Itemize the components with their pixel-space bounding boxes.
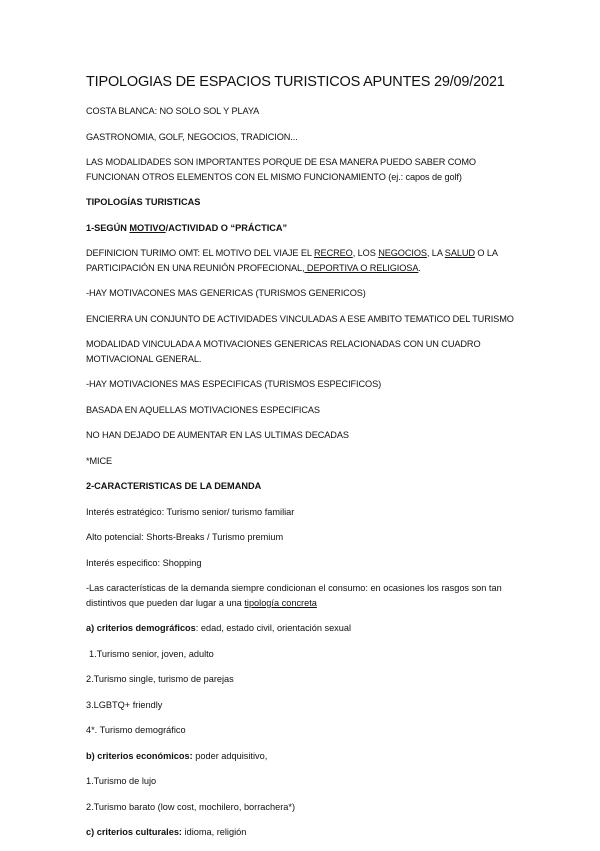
paragraph-criterios-demograficos <box>86 621 516 636</box>
paragraph-motivaciones-genericas: -HAY MOTIVACONES MAS GENERICAS (TURISMOS GENERICOS) <box>86 288 366 298</box>
criteria-label: b) criterios económicos: <box>86 750 193 761</box>
paragraph-criterios-culturales <box>86 825 516 840</box>
list-item: 2.Turismo barato (low cost, mochilero, borrachera*) <box>86 801 296 812</box>
underlined-motivo: MOTIVO <box>129 222 166 233</box>
criteria-label: c) criterios culturales: <box>86 827 182 837</box>
list-item: 2.Turismo single, turismo de parejas <box>86 674 234 684</box>
paragraph-definicion-omt <box>86 246 516 275</box>
paragraph-motivaciones-especificas: -HAY MOTIVACIONES MAS ESPECIFICAS (TURISMOS ESPECIFICOS) <box>86 379 382 389</box>
paragraph-modalidades: LAS MODALIDADES SON IMPORTANTES PORQUE DE ESA MANERA PUEDO SABER COMO FUNCIONAN OTROS ELEMENTOS CON EL MISMO FUNCIONAMIENTO (ej.: capos de golf) <box>86 157 476 182</box>
underlined-recreo: RECREO <box>314 248 353 258</box>
paragraph-interes-especifico: Interés especifico: Shopping <box>86 557 202 568</box>
heading-part: /ACTIVIDAD O “PRÁCTICA” <box>165 222 288 233</box>
list-item: 4*. Turismo demográfico <box>86 725 186 735</box>
text-run: DEFINICION TURIMO OMT: EL MOTIVO DEL VIAJE EL <box>86 248 315 258</box>
heading-caracteristicas-demanda: 2-CARACTERISTICAS DE LA DEMANDA <box>86 481 262 491</box>
criteria-label: a) criterios demográficos <box>86 623 196 633</box>
criteria-text: idioma, religión <box>182 827 247 837</box>
text-run: -Las características de la demanda siempre condicionan el consumo: en ocasiones los rasgos son tan distintivos que pueden dar lugar a una <box>86 583 502 608</box>
paragraph-mice: *MICE <box>86 455 113 466</box>
heading-segun-motivo <box>86 221 516 236</box>
list-item: 3.LGBTQ+ friendly <box>86 699 163 710</box>
paragraph-encierra: ENCIERRA UN CONJUNTO DE ACTIVIDADES VINCULADAS A ESE AMBITO TEMATICO DEL TURISMO <box>86 313 514 324</box>
paragraph-costa-blanca: COSTA BLANCA: NO SOLO SOL Y PLAYA <box>86 106 260 116</box>
text-run: O LA PARTICIPACIÓN EN UNA REUNIÓN PROFECIONAL <box>86 248 498 273</box>
paragraph-caracteristicas-demanda <box>86 581 516 610</box>
text-run: . <box>418 262 421 273</box>
criteria-text: : edad, estado civil, orientación sexual <box>195 623 352 633</box>
paragraph-criterios-economicos <box>86 749 516 764</box>
heading-tipologias: TIPOLOGÍAS TURISTICAS <box>86 197 201 207</box>
paragraph-alto-potencial: Alto potencial: Shorts-Breaks / Turismo premium <box>86 532 284 542</box>
document-title: TIPOLOGIAS DE ESPACIOS TURISTICOS APUNTES 29/09/2021 <box>86 74 505 90</box>
document-content <box>86 74 516 851</box>
list-item: 1.Turismo senior, joven, adulto <box>89 648 214 659</box>
criteria-text: poder adquisitivo, <box>192 750 268 761</box>
paragraph-gastronomia: GASTRONOMIA, GOLF, NEGOCIOS, TRADICION... <box>86 131 298 142</box>
paragraph-no-han-dejado: NO HAN DEJADO DE AUMENTAR EN LAS ULTIMAS DECADAS <box>86 430 349 440</box>
underlined-tipologia-concreta: tipología concreta <box>244 597 317 608</box>
underlined-negocios: NEGOCIOS <box>378 248 427 258</box>
paragraph-basada: BASADA EN AQUELLAS MOTIVACIONES ESPECIFICAS <box>86 404 320 415</box>
underlined-deportiva: , DEPORTIVA O RELIGIOSA <box>302 262 419 273</box>
paragraph-modalidad-vinculada: MODALIDAD VINCULADA A MOTIVACIONES GENERICAS RELACIONADAS CON UN CUADRO MOTIVACIONAL GENERAL. <box>86 339 481 364</box>
heading-part: 1-SEGÚN <box>86 222 130 233</box>
paragraph-interes-estrategico: Interés estratégico: Turismo senior/ turismo familiar <box>86 506 295 517</box>
text-run: , LA <box>426 248 445 258</box>
list-item: 1.Turismo de lujo <box>86 776 157 786</box>
underlined-salud: SALUD <box>444 248 475 258</box>
text-run: , LOS <box>352 248 379 258</box>
